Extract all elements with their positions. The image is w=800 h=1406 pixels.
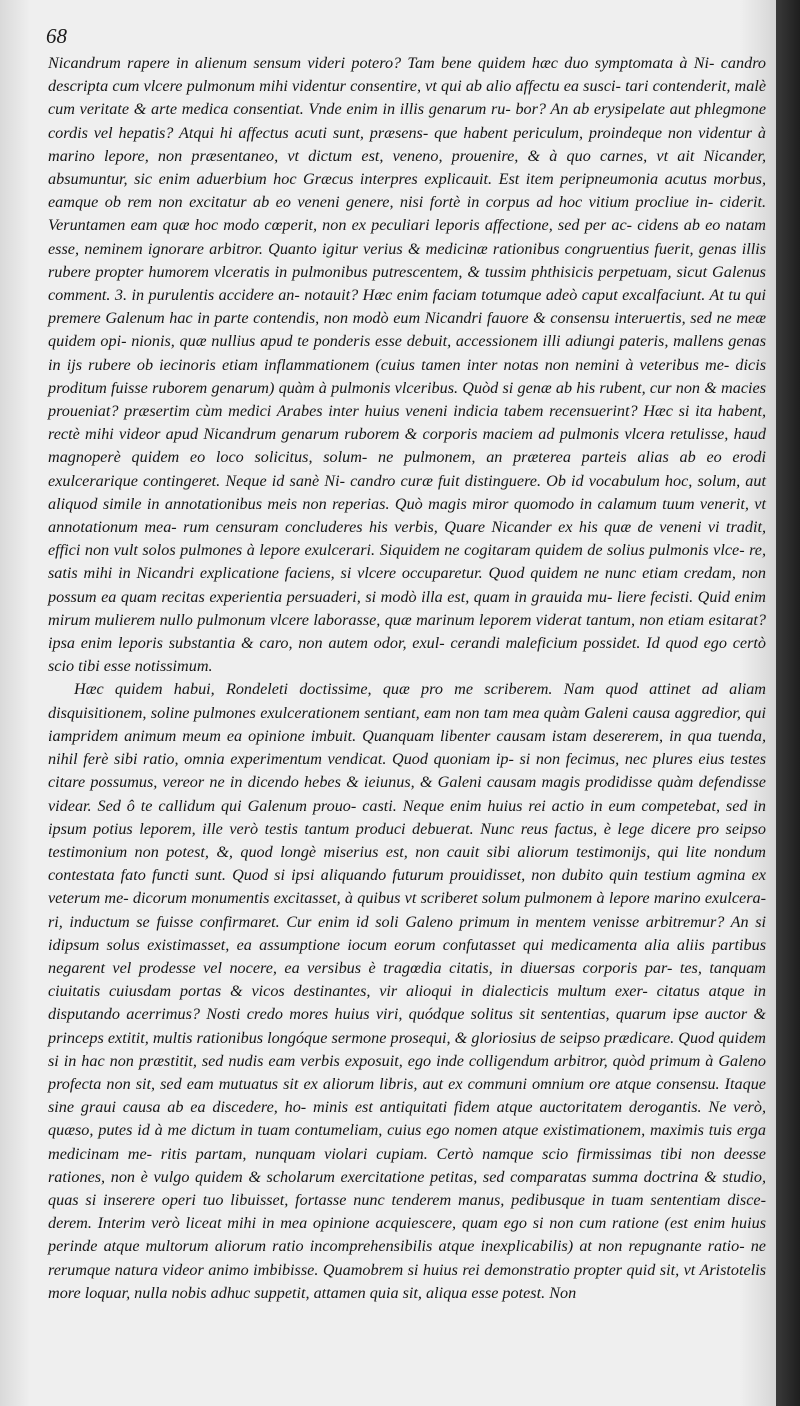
page-number: 68	[46, 24, 67, 48]
body-text	[48, 52, 766, 1305]
paragraph-2: Hæc quidem habui, Rondeleti doctissime, quæ pro me scriberem. Nam quod attinet ad aliam disquisitionem, soline pulmones exulcerationem sentiant, eam non tam mea quàm Galeni causa aggredior, qui iampridem animum meum ea opinione imbuit. Quanquam libenter causam istam desererem, in qua tuenda, nihil ferè sibi ratio, omnia experimentum vendicat. Quod quoniam ip- si non fecimus, nec plures eius testes citare possumus, vereor ne in dicendo hebes & ieiunus, & Galeni causam magis prodidisse quàm defendisse videar. Sed ô te callidum qui Galenum prouo- casti. Neque enim huius rei actio in eum competebat, sed in ipsum potius leporem, ille verò testis tantum produci debuerat. Nunc reus factus, è lege dicere pro seipso testimonium non potest, &, quod longè miserius est, non cauit sibi aliorum testimonijs, qui lite nondum contestata fato functi sunt. Quod si ipsi aliquando futurum prouidisset, non dubito quin testium agmina ex veterum me- dicorum monumentis excitasset, à quibus vt scriberet solum pulmonem à lepore marino exulcera- ri, inductum se fuisse confirmaret. Cur enim id soli Galeno primum in mentem venisse arbitremur? An si idipsum solus existimasset, ea assumptione iocum eorum confutasset qui medicamenta alia aliis partibus negarent vel prodesse vel nocere, ea versibus è tragœdia citatis, in diuersas corporis par- tes, tanquam ciuitatis cuiusdam portas & vicos destinantes, vir alioqui in dialecticis multum exer- citatus atque in disputando acerrimus? Nosti credo mores huius viri, quódque solitus sit sententias, quarum ipse auctor & princeps extitit, multis rationibus longóque sermone prosequi, & gloriosius de seipso prædicare. Quod quidem si in hac non præstitit, sed nudis eam verbis exposuit, ego inde colligendum arbitror, quòd primum à Galeno profecta non sit, sed eam mutuatus sit ex aliorum libris, aut ex communi omnium ore atque consensu. Itaque sine graui causa ab ea discedere, ho- minis est antiquitati fidem atque auctoritatem derogantis. Ne verò, quæso, putes id à me dictum in tuam contumeliam, cuius ego nomen atque existimationem, maximis tuis erga medicinam me- ritis partam, nunquam violari cupiam. Certò namque scio firmissimas tibi non deesse rationes, non è vulgo quidem & scholarum exercitatione petitas, sed comparatas summa doctrina & studio, quas si inserere operi tuo libuisset, fortasse nunc tenderem manus, pedibusque in tuam sententiam disce- derem. Interim verò liceat mihi in mea opinione acquiescere, quam ego si non cum ratione (est enim huius perinde atque multorum aliorum ratio incomprehensibilis atque inexplicabilis) at non repugnante ratio- ne rerumque natura videor animo imbibisse. Quamobrem si huius rei demonstratio propter quid sit, vt Aristotelis more loquar, nulla nobis adhuc suppetit, attamen quia sit, aliqua esse potest. Non	[48, 680, 766, 1302]
page-edge-shadow	[776, 0, 800, 1406]
paragraph-1: Nicandrum rapere in alienum sensum videri potero? Tam bene quidem hæc duo symptomata à Ni- candro descripta cum vlcere pulmonum mihi videntur consentire, vt qui ab alio affectu ea susci- tari contenderit, malè cum veritate & arte medica consentiat. Vnde enim in illis genarum ru- bor? An ab erysipelate aut phlegmone cordis vel hepatis? Atqui hi affectus acuti sunt, præsens- que habent periculum, proindeque non videntur à marino lepore, non præsentaneo, vt dictum est, veneno, prouenire, & à quo carnes, vt ait Nicander, absumuntur, sic enim aduerbium hoc Græcus interpres explicauit. Est item peripneumonia acutus morbus, eamque ob rem non excitatur ab eo veneni genere, nisi fortè in corpus ad hoc vitium procliue in- ciderit. Veruntamen eam quæ hoc modo cœperit, non ex peculiari leporis affectione, sed per ac- cidens ab eo natam esse, neminem ignorare arbitror. Quanto igitur verius & medicinæ rationibus congruentius fuerit, genas illis rubere propter humorem vlceratis in pulmonibus putrescentem, & tussim phthisicis perpetuam, sicut Galenus comment. 3. in purulentis accidere an- notauit? Hæc enim faciam totumque adeò caput excalfaciunt. At tu qui premere Galenum hac in parte contendis, non modò eum Nicandri fauore & consensu interuertis, sed ne meæ quidem opi- nionis, quæ nullius apud te ponderis esse debuit, accessionem illi adiungi pateris, mallens genas in ijs rubere ob iecinoris etiam inflammationem (cuius tamen inter notas non nemini à veteribus me- dicis proditum fuisse ruborem genarum) quàm à pulmonis vlceribus. Quòd si genæ ab his rubent, cur non & macies proueniat? præsertim cùm medici Arabes inter huius veneni indicia tabem recensuerint? Hæc si ita habent, rectè mihi videor apud Nicandrum genarum ruborem & corporis maciem ad pulmonis vlcera retulisse, haud magnoperè quidem eo loco solicitus, solum- ne pulmonem, an præterea parteis alias ab eo erodi exulcerarique contingeret. Neque id sanè Ni- candro curæ fuit distinguere. Ob id vocabulum hoc, solum, aut aliquod simile in annotationibus meis non reperias. Quò magis miror quomodo in calamum tuum venerit, vt annotationum mea- rum censuram concluderes his verbis, Quare Nicander ex his quæ de veneni vi tradit, effici non vult solos pulmones à lepore exulcerari. Siquidem ne cogitaram quidem de solius pulmonis vlce- re, satis mihi in Nicandri explicatione faciens, si vlcere occuparetur. Quod quidem ne nunc etiam credam, non possum ea quam recitas experientia persuaderi, si modò illa est, quam in grauida mu- liere fecisti. Quid enim mirum mulierem nullo pulmonum vlcere laborasse, quæ marinum leporem viderat tantum, non etiam esitarat? ipsa enim leporis substantia & caro, non autem odor, exul- cerandi maleficium possidet. Id quod ego certò scio tibi esse notissimum.	[48, 54, 766, 676]
